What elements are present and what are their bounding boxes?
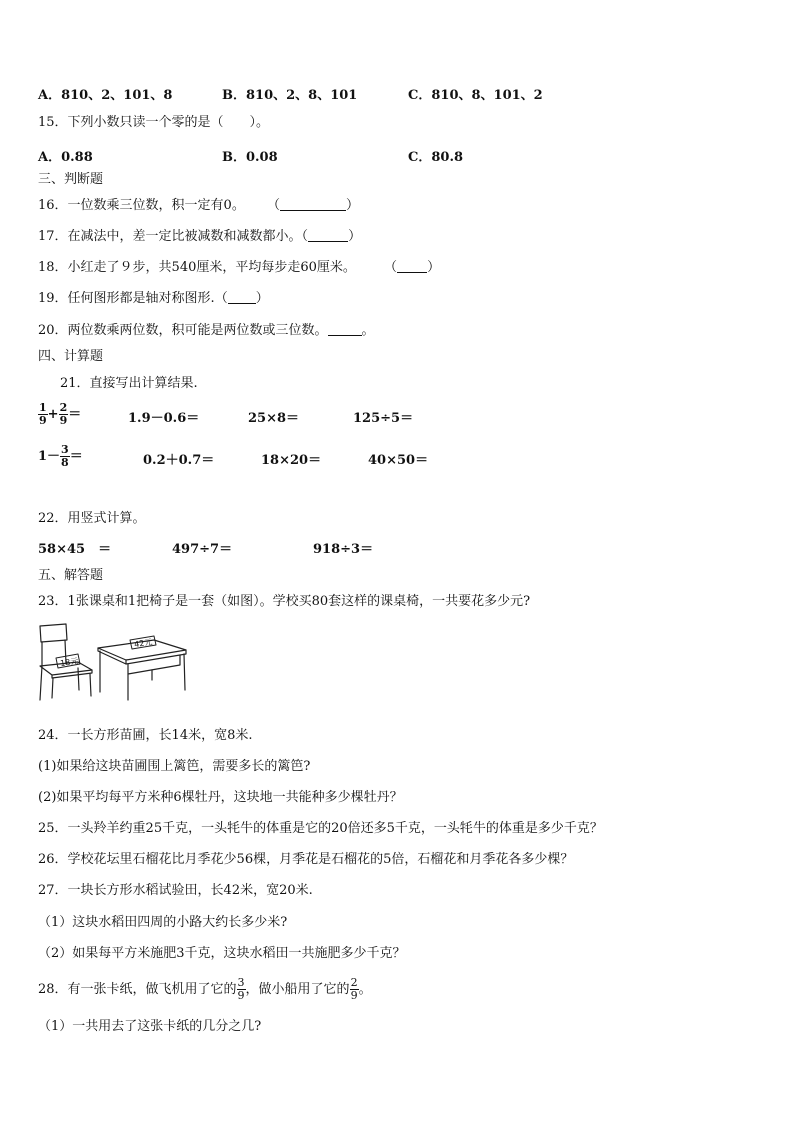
q28-part-1: （1）一共用去了这张卡纸的几分之几? — [38, 1019, 262, 1034]
q15-stem: 15．下列小数只读一个零的是（ ）。 — [38, 115, 270, 130]
q23-stem: 23．1张课桌和1把椅子是一套（如图）。学校买80套这样的课桌椅，一共要花多少元? — [38, 594, 531, 609]
q17-text: 17．在减法中，差一定比被减数和减数都小。 — [38, 229, 302, 244]
q21-expr-4: 125÷5＝ — [353, 411, 414, 426]
q24-part-1: (1)如果给这块苗圃围上篱笆，需要多长的篱笆? — [38, 759, 311, 774]
q21-expr-6: 0.2＋0.7＝ — [143, 453, 215, 468]
q22-expr-1: 58×45 ＝ — [38, 542, 112, 557]
section-3-heading: 三、判断题 — [38, 172, 104, 187]
q15-option-c: C．80.8 — [408, 150, 464, 165]
q20-answer-blank[interactable] — [328, 322, 362, 336]
q16: 16．一位数乘三位数，积一定有0。 （ ） — [38, 198, 359, 213]
q14-option-b: B．810、2、8、101 — [222, 88, 358, 103]
q21-expr-7: 18×20＝ — [261, 453, 322, 468]
q18: 18．小红走了９步，共540厘米，平均每步走60厘米。 （ ） — [38, 260, 441, 275]
q21-expr-5: 1－ $\frac{3}{8}$ ＝ — [38, 443, 83, 469]
q21-expr-8: 40×50＝ — [368, 453, 429, 468]
q15-option-a: A．0.88 — [38, 150, 93, 165]
q15-option-b: B．0.08 — [222, 150, 278, 165]
q14-option-a: A．810、2、101、8 — [38, 88, 173, 103]
q17-answer-blank[interactable] — [308, 228, 348, 242]
q21-expr-2: 1.9－0.6＝ — [128, 411, 200, 426]
q18-text: 18．小红走了９步，共540厘米，平均每步走60厘米。 — [38, 260, 356, 275]
q16-answer-blank[interactable] — [280, 197, 346, 211]
q21-expr-1: $\frac{1}{9}$ + $\frac{2}{9}$ ＝ — [39, 401, 82, 427]
q19-answer-blank[interactable] — [228, 290, 256, 304]
desk-chair-illustration — [34, 620, 194, 702]
q27-part-2: （2）如果每平方米施肥3千克，这块水稻田一共施肥多少千克？ — [38, 946, 406, 961]
q21-stem: 21．直接写出计算结果. — [60, 376, 198, 391]
q20: 20．两位数乘两位数，积可能是两位数或三位数。 。 — [38, 323, 375, 338]
q16-text: 16．一位数乘三位数，积一定有0。 — [38, 198, 245, 213]
q19-text: 19．任何图形都是轴对称图形. — [38, 291, 215, 306]
q17: 17．在减法中，差一定比被减数和减数都小。（ ） — [38, 229, 362, 244]
q26: 26．学校花坛里石榴花比月季花少56棵，月季花是石榴花的5倍，石榴花和月季花各多少棵？ — [38, 852, 574, 867]
q27-stem: 27．一块长方形水稻试验田，长42米，宽20米. — [38, 883, 313, 898]
q20-text: 20．两位数乘两位数，积可能是两位数或三位数。 — [38, 323, 328, 338]
q14-option-c: C．810、8、101、2 — [408, 88, 543, 103]
q18-answer-blank[interactable] — [397, 259, 427, 273]
q28-stem: 28．有一张卡纸，做飞机用了它的 $\frac{3}{9}$ ，做小船用了它的 $\frac{2}{9}$ 。 — [38, 976, 372, 1002]
q19: 19．任何图形都是轴对称图形.（ ） — [38, 291, 269, 306]
q22-stem: 22．用竖式计算。 — [38, 511, 146, 526]
q21-expr-3: 25×8＝ — [248, 411, 300, 426]
q27-part-1: （1）这块水稻田四周的小路大约长多少米? — [38, 915, 288, 930]
q22-expr-3: 918÷3＝ — [313, 542, 374, 557]
q25: 25．一头羚羊约重25千克，一头牦牛的体重是它的20倍还多5千克，一头牦牛的体重是多少千克？ — [38, 821, 603, 836]
q24-part-2: (2)如果平均每平方米种6棵牡丹，这块地一共能种多少棵牡丹？ — [38, 790, 403, 805]
desk-price-tag: 42元 — [133, 637, 153, 650]
chair-price-tag: 18元 — [59, 656, 79, 669]
q24-stem: 24．一长方形苗圃，长14米，宽8米. — [38, 728, 253, 743]
section-5-heading: 五、解答题 — [38, 568, 104, 583]
section-4-heading: 四、计算题 — [38, 349, 104, 364]
q22-expr-2: 497÷7＝ — [172, 542, 233, 557]
